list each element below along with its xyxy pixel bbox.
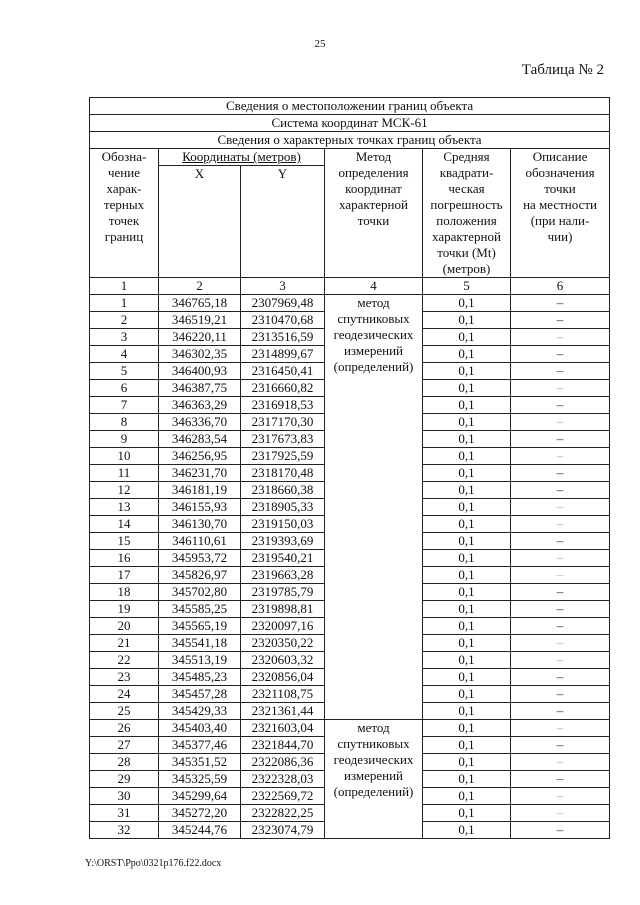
coord-y: 2321108,75 xyxy=(241,686,325,703)
coordinate-system-title: Система координат МСК-61 xyxy=(90,115,610,132)
point-number: 5 xyxy=(90,363,159,380)
coord-x: 345457,28 xyxy=(159,686,241,703)
accuracy-value: 0,1 xyxy=(423,737,511,754)
coord-y: 2318905,33 xyxy=(241,499,325,516)
accuracy-value: 0,1 xyxy=(423,567,511,584)
description-value: – xyxy=(511,652,610,669)
points-title: Сведения о характерных точках границ объекта xyxy=(90,132,610,149)
method-text: измерений xyxy=(343,768,404,783)
coord-y: 2317925,59 xyxy=(241,448,325,465)
coord-x: 346220,11 xyxy=(159,329,241,346)
description-value: – xyxy=(511,329,610,346)
accuracy-value: 0,1 xyxy=(423,805,511,822)
description-value: – xyxy=(511,397,610,414)
coord-x: 345565,19 xyxy=(159,618,241,635)
coord-x: 346256,95 xyxy=(159,448,241,465)
coord-y: 2319540,21 xyxy=(241,550,325,567)
point-number: 7 xyxy=(90,397,159,414)
coord-x: 346400,93 xyxy=(159,363,241,380)
coord-y: 2322822,25 xyxy=(241,805,325,822)
coord-x: 345351,52 xyxy=(159,754,241,771)
point-number: 15 xyxy=(90,533,159,550)
point-number: 26 xyxy=(90,720,159,737)
coord-x: 346387,75 xyxy=(159,380,241,397)
description-value: – xyxy=(511,771,610,788)
coord-x: 346283,54 xyxy=(159,431,241,448)
point-number: 28 xyxy=(90,754,159,771)
coord-y: 2318170,48 xyxy=(241,465,325,482)
point-number: 4 xyxy=(90,346,159,363)
method-text: (определений) xyxy=(333,784,414,799)
description-value: – xyxy=(511,686,610,703)
coord-y: 2313516,59 xyxy=(241,329,325,346)
header-text: точки (Mt) xyxy=(437,245,496,260)
accuracy-value: 0,1 xyxy=(423,635,511,652)
coord-x: 345585,25 xyxy=(159,601,241,618)
coord-x: 346363,29 xyxy=(159,397,241,414)
accuracy-value: 0,1 xyxy=(423,414,511,431)
coord-y: 2320097,16 xyxy=(241,618,325,635)
column-number: 4 xyxy=(325,278,423,295)
page-number: 25 xyxy=(314,38,326,50)
description-value: – xyxy=(511,584,610,601)
accuracy-value: 0,1 xyxy=(423,584,511,601)
accuracy-value: 0,1 xyxy=(423,754,511,771)
coord-x: 345541,18 xyxy=(159,635,241,652)
accuracy-value: 0,1 xyxy=(423,312,511,329)
point-number: 11 xyxy=(90,465,159,482)
coord-y: 2317673,83 xyxy=(241,431,325,448)
description-value: – xyxy=(511,737,610,754)
header-text: погрешность xyxy=(430,197,503,212)
table-row xyxy=(90,720,610,737)
coord-y: 2316918,53 xyxy=(241,397,325,414)
description-value: – xyxy=(511,822,610,839)
coord-y: 2316450,41 xyxy=(241,363,325,380)
rows-body xyxy=(90,295,610,839)
description-value: – xyxy=(511,448,610,465)
header-text: Описание xyxy=(532,149,588,164)
coord-y: 2319393,69 xyxy=(241,533,325,550)
point-number: 23 xyxy=(90,669,159,686)
accuracy-value: 0,1 xyxy=(423,686,511,703)
method-text: спутниковых xyxy=(337,311,410,326)
header-text: точек xyxy=(108,213,140,228)
accuracy-value: 0,1 xyxy=(423,550,511,567)
header-text: на местности xyxy=(523,197,597,212)
point-number: 3 xyxy=(90,329,159,346)
header-x: X xyxy=(159,166,241,278)
coord-y: 2320350,22 xyxy=(241,635,325,652)
header-row xyxy=(90,149,610,166)
description-value: – xyxy=(511,346,610,363)
accuracy-value: 0,1 xyxy=(423,380,511,397)
header-text: Метод xyxy=(355,149,392,164)
column-numbers-row xyxy=(90,278,610,295)
coord-y: 2316660,82 xyxy=(241,380,325,397)
coord-x: 345513,19 xyxy=(159,652,241,669)
point-number: 32 xyxy=(90,822,159,839)
table-label: Таблица № 2 xyxy=(521,62,604,78)
method-text: геодезических xyxy=(333,327,414,342)
title-row xyxy=(90,115,610,132)
accuracy-value: 0,1 xyxy=(423,465,511,482)
coord-y: 2319785,79 xyxy=(241,584,325,601)
point-number: 17 xyxy=(90,567,159,584)
coord-y: 2307969,48 xyxy=(241,295,325,312)
coord-x: 346302,35 xyxy=(159,346,241,363)
header-method xyxy=(325,149,423,278)
description-value: – xyxy=(511,295,610,312)
method-text: метод xyxy=(357,720,390,735)
method-text: (определений) xyxy=(333,359,414,374)
point-number: 2 xyxy=(90,312,159,329)
accuracy-value: 0,1 xyxy=(423,618,511,635)
accuracy-value: 0,1 xyxy=(423,601,511,618)
description-value: – xyxy=(511,703,610,720)
coord-x: 345403,40 xyxy=(159,720,241,737)
description-value: – xyxy=(511,533,610,550)
coord-y: 2314899,67 xyxy=(241,346,325,363)
point-number: 22 xyxy=(90,652,159,669)
header-text: точки xyxy=(357,213,390,228)
accuracy-value: 0,1 xyxy=(423,346,511,363)
column-number: 1 xyxy=(90,278,159,295)
header-text: Средняя xyxy=(443,149,490,164)
accuracy-value: 0,1 xyxy=(423,295,511,312)
coord-x: 345702,80 xyxy=(159,584,241,601)
title-row xyxy=(90,98,610,115)
coord-x: 345244,76 xyxy=(159,822,241,839)
point-number: 18 xyxy=(90,584,159,601)
accuracy-value: 0,1 xyxy=(423,822,511,839)
point-number: 12 xyxy=(90,482,159,499)
description-value: – xyxy=(511,805,610,822)
header-point-designation xyxy=(90,149,159,278)
description-value: – xyxy=(511,380,610,397)
coord-x: 345429,33 xyxy=(159,703,241,720)
header-text: точки xyxy=(544,181,576,196)
coord-x: 346155,93 xyxy=(159,499,241,516)
accuracy-value: 0,1 xyxy=(423,652,511,669)
coord-x: 345272,20 xyxy=(159,805,241,822)
header-text: харак- xyxy=(106,181,142,196)
header-coordinates xyxy=(159,149,325,166)
point-number: 1 xyxy=(90,295,159,312)
method-cell xyxy=(325,295,423,720)
coord-y: 2321844,70 xyxy=(241,737,325,754)
point-number: 16 xyxy=(90,550,159,567)
description-value: – xyxy=(511,363,610,380)
column-number: 6 xyxy=(511,278,610,295)
header-y: Y xyxy=(241,166,325,278)
coord-y: 2322328,03 xyxy=(241,771,325,788)
coord-x: 345299,64 xyxy=(159,788,241,805)
coord-y: 2320603,32 xyxy=(241,652,325,669)
method-text: измерений xyxy=(343,343,404,358)
coord-x: 345485,23 xyxy=(159,669,241,686)
point-number: 27 xyxy=(90,737,159,754)
accuracy-value: 0,1 xyxy=(423,669,511,686)
coord-x: 346231,70 xyxy=(159,465,241,482)
coord-x: 346130,70 xyxy=(159,516,241,533)
header-text: положения xyxy=(436,213,497,228)
description-value: – xyxy=(511,516,610,533)
description-value: – xyxy=(511,635,610,652)
point-number: 31 xyxy=(90,805,159,822)
accuracy-value: 0,1 xyxy=(423,703,511,720)
description-value: – xyxy=(511,669,610,686)
point-number: 21 xyxy=(90,635,159,652)
coord-x: 346519,21 xyxy=(159,312,241,329)
description-value: – xyxy=(511,788,610,805)
coord-x: 346181,19 xyxy=(159,482,241,499)
point-number: 29 xyxy=(90,771,159,788)
method-text: метод xyxy=(357,295,390,310)
header-text: ческая xyxy=(448,181,485,196)
accuracy-value: 0,1 xyxy=(423,431,511,448)
header-accuracy xyxy=(423,149,511,278)
coord-y: 2318660,38 xyxy=(241,482,325,499)
description-value: – xyxy=(511,754,610,771)
method-cell xyxy=(325,720,423,839)
accuracy-value: 0,1 xyxy=(423,448,511,465)
coord-y: 2319150,03 xyxy=(241,516,325,533)
accuracy-value: 0,1 xyxy=(423,482,511,499)
header-text: (метров) xyxy=(442,261,491,276)
header-text: чение xyxy=(108,165,140,180)
coord-x: 346765,18 xyxy=(159,295,241,312)
accuracy-value: 0,1 xyxy=(423,533,511,550)
coord-x: 345826,97 xyxy=(159,567,241,584)
coord-y: 2319898,81 xyxy=(241,601,325,618)
header-text: обозначения xyxy=(525,165,595,180)
accuracy-value: 0,1 xyxy=(423,516,511,533)
coord-y: 2323074,79 xyxy=(241,822,325,839)
header-coordinates-label: Координаты (метров) xyxy=(182,149,301,164)
point-number: 14 xyxy=(90,516,159,533)
coord-x: 346110,61 xyxy=(159,533,241,550)
accuracy-value: 0,1 xyxy=(423,720,511,737)
accuracy-value: 0,1 xyxy=(423,499,511,516)
accuracy-value: 0,1 xyxy=(423,788,511,805)
point-number: 25 xyxy=(90,703,159,720)
coord-x: 345377,46 xyxy=(159,737,241,754)
coord-y: 2322569,72 xyxy=(241,788,325,805)
table-title: Сведения о местоположении границ объекта xyxy=(90,98,610,115)
point-number: 10 xyxy=(90,448,159,465)
header-text: характерной xyxy=(339,197,408,212)
table-row xyxy=(90,295,610,312)
description-value: – xyxy=(511,720,610,737)
description-value: – xyxy=(511,431,610,448)
point-number: 9 xyxy=(90,431,159,448)
coord-y: 2321361,44 xyxy=(241,703,325,720)
column-number: 2 xyxy=(159,278,241,295)
header-text: чии) xyxy=(547,229,573,244)
point-number: 13 xyxy=(90,499,159,516)
description-value: – xyxy=(511,550,610,567)
point-number: 6 xyxy=(90,380,159,397)
coord-y: 2310470,68 xyxy=(241,312,325,329)
description-value: – xyxy=(511,499,610,516)
description-value: – xyxy=(511,567,610,584)
column-number: 3 xyxy=(241,278,325,295)
point-number: 8 xyxy=(90,414,159,431)
title-row xyxy=(90,132,610,149)
accuracy-value: 0,1 xyxy=(423,397,511,414)
header-text: квадрати- xyxy=(439,165,494,180)
header-description xyxy=(511,149,610,278)
coord-x: 345953,72 xyxy=(159,550,241,567)
coord-y: 2321603,04 xyxy=(241,720,325,737)
accuracy-value: 0,1 xyxy=(423,329,511,346)
footer-file-path: Y:\ORST\Ppo\0321p176.f22.docx xyxy=(85,858,222,869)
coord-x: 346336,70 xyxy=(159,414,241,431)
point-number: 20 xyxy=(90,618,159,635)
accuracy-value: 0,1 xyxy=(423,771,511,788)
header-text: координат xyxy=(345,181,402,196)
coord-x: 345325,59 xyxy=(159,771,241,788)
coord-y: 2317170,30 xyxy=(241,414,325,431)
description-value: – xyxy=(511,414,610,431)
header-text: (при нали- xyxy=(530,213,590,228)
coord-y: 2319663,28 xyxy=(241,567,325,584)
coord-y: 2322086,36 xyxy=(241,754,325,771)
header-text: терных xyxy=(103,197,145,212)
point-number: 30 xyxy=(90,788,159,805)
description-value: – xyxy=(511,465,610,482)
boundary-points-table xyxy=(89,97,610,839)
coord-y: 2320856,04 xyxy=(241,669,325,686)
method-text: спутниковых xyxy=(337,736,410,751)
description-value: – xyxy=(511,312,610,329)
column-number: 5 xyxy=(423,278,511,295)
header-text: границ xyxy=(104,229,144,244)
description-value: – xyxy=(511,601,610,618)
method-text: геодезических xyxy=(333,752,414,767)
accuracy-value: 0,1 xyxy=(423,363,511,380)
description-value: – xyxy=(511,618,610,635)
point-number: 24 xyxy=(90,686,159,703)
point-number: 19 xyxy=(90,601,159,618)
header-text: Обозна- xyxy=(101,149,147,164)
header-text: характерной xyxy=(432,229,501,244)
header-text: определения xyxy=(338,165,409,180)
description-value: – xyxy=(511,482,610,499)
